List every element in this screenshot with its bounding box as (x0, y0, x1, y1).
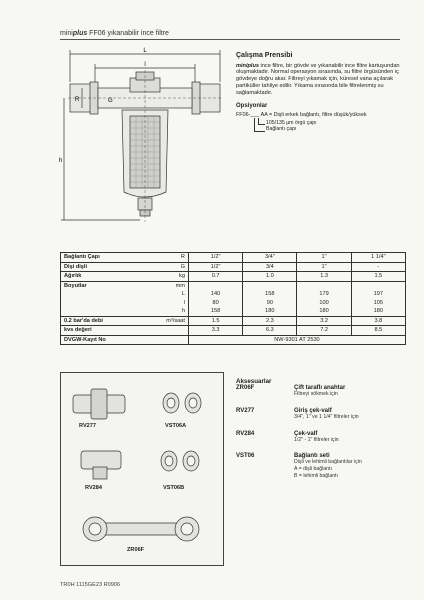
spec-row-label: Dişi dişli (61, 262, 141, 272)
spec-cell: 1.0 (243, 272, 297, 282)
options-code-suffix: AA = Dişli erkek bağlantı, filtre düşük/yüksek (260, 111, 367, 118)
spec-row (61, 299, 406, 308)
spec-cell: 8.5 (351, 326, 405, 336)
accessory-details (294, 385, 408, 398)
accessory-note: Dişli ve lehimli bağlantılar için (294, 459, 362, 466)
accessory-code: RV277 (236, 407, 255, 414)
spec-row-unit: R (141, 253, 189, 263)
accessory-item (236, 408, 408, 421)
rv284-label: RV284 (85, 485, 103, 491)
spec-row-unit: L (141, 290, 189, 299)
accessory-name: Giriş çek-valf (294, 407, 332, 414)
spec-cell: 158 (188, 307, 242, 316)
spec-cell: 1.5 (351, 272, 405, 282)
accessories-title: Aksesuarlar (236, 378, 272, 385)
options-code: FF06- (236, 111, 251, 118)
spec-row (61, 272, 406, 282)
accessory-code: RV284 (236, 430, 255, 437)
accessory-note: B = lehimli bağlantı (294, 472, 338, 479)
accessory-item (236, 431, 408, 444)
spec-cell: 2.3 (243, 316, 297, 326)
rv277-label: RV277 (79, 423, 97, 429)
accessories-items (236, 385, 408, 480)
spec-row-unit: kg (141, 272, 189, 282)
accessory-note: A = dişli bağlantı (294, 466, 332, 472)
description-heading: Çalışma Prensibi (236, 52, 293, 59)
spec-cell: 3.8 (351, 316, 405, 326)
spec-row-label (61, 290, 141, 299)
spec-table (60, 252, 406, 345)
dim-l-label: l (144, 62, 146, 68)
header-prefix: mini (60, 30, 73, 37)
spec-cell: 1/2" (188, 253, 242, 263)
spec-cell (243, 281, 297, 290)
dim-R-label: R (75, 97, 80, 103)
spec-cell: 1.3 (297, 272, 351, 282)
accessories-list (236, 378, 408, 480)
accessory-name: Çift taraflı anahtar (294, 385, 346, 391)
spec-cell: 80 (188, 299, 242, 308)
spec-cell: 7.2 (297, 326, 351, 336)
spec-cell: 197 (373, 291, 384, 297)
accessory-code: VST06 (236, 453, 255, 460)
spec-cell: 179 (297, 290, 351, 299)
vst06a-label: VST06A (165, 423, 187, 429)
spec-cell: 1" (297, 253, 351, 263)
spec-cell: 3.3 (188, 326, 242, 336)
spec-row-unit (141, 326, 189, 336)
description-brand: miniplus (236, 62, 259, 69)
accessory-details (294, 408, 408, 421)
spec-row (61, 335, 406, 345)
spec-row (61, 326, 406, 336)
spec-cell: - (351, 262, 405, 272)
spec-row-unit: l (141, 299, 189, 308)
page-header (60, 30, 400, 40)
dim-L-label: L (143, 48, 147, 54)
accessory-drawings (61, 373, 223, 565)
filter-technical-drawing (60, 42, 230, 242)
header-title: FF06 yıkanabilir ince filtre (87, 30, 169, 37)
spec-row-label: Bağlantı Çapı (64, 254, 100, 260)
spec-row (61, 316, 406, 326)
spec-row-label (61, 307, 141, 316)
rv284-drawing (81, 451, 121, 469)
spec-row (61, 290, 406, 299)
spec-row-label: DVGW-Kayıt No (61, 335, 141, 345)
accessory-note: 3/4", 1" ve 1 1/4" filtreler için (294, 413, 359, 420)
spec-row-unit (141, 335, 189, 345)
spec-cell: 1 1/4" (371, 254, 386, 260)
description-body: ince filtre, bir gövde ve yıkanabilir ince filtre kartuşundan oluşmaktadır. Normal operasyon sırasında, su filtre örgüsünden iç gövdeye doğru akar. Filtreyi yıkamak için, küresel vana açılarak partiküller tahliye edilir. Yıkama sırasında bile filtrelenmiş su sağlamaktadır. (236, 62, 400, 96)
spec-row-label: Boyutlar (61, 281, 141, 290)
spec-row-label: 0.2 bar'da debi (61, 316, 141, 326)
spec-cell: 100 (297, 299, 351, 308)
option-mesh: 105/135 µm örgü çapı (266, 119, 317, 126)
spec-cell: 140 (188, 290, 242, 299)
spec-cell: 180 (297, 307, 351, 316)
spec-cell: 3.2 (297, 316, 351, 326)
dim-G-label: G (108, 98, 113, 104)
accessory-name: Bağlantı seti (294, 453, 330, 460)
spec-row-unit: G (141, 262, 189, 272)
spec-cell: 6.3 (243, 326, 297, 336)
spec-cell: 1" (297, 262, 351, 272)
spec-cell (297, 281, 351, 290)
accessory-note: 1/2" - 1" filtreler için (294, 436, 339, 443)
accessory-details (294, 453, 408, 479)
spec-cell: 1.5 (188, 316, 242, 326)
spec-cell: 0.7 (188, 272, 242, 282)
spec-cell: 90 (243, 299, 297, 308)
accessory-details (294, 431, 408, 444)
options-heading: Opsiyonlar (236, 102, 268, 109)
accessory-note: Filtreyi sökmek için (294, 391, 338, 397)
spec-cell: NW-9301 AT 2530 (188, 335, 405, 345)
spec-row-unit: h (141, 307, 189, 316)
spec-row (61, 307, 406, 316)
spec-cell: 3/4 (243, 262, 297, 272)
spec-cell (351, 281, 405, 290)
zr06f-label: ZR06F (127, 547, 145, 553)
spec-row-unit: mm (141, 281, 189, 290)
spec-cell: 3/4" (243, 253, 297, 263)
spec-row (61, 281, 406, 290)
spec-cell: 105 (373, 299, 384, 306)
spec-row-label: Ağırlık (61, 272, 141, 282)
description-block (236, 52, 406, 133)
dim-h-label: h (59, 158, 63, 164)
spec-cell: 158 (243, 290, 297, 299)
accessory-name: Çek-valf (294, 430, 318, 437)
spec-row-unit: m³/saat (141, 316, 189, 326)
options-tree (258, 120, 406, 134)
spec-cell: 180 (373, 308, 384, 314)
options-code-blank: ___ (250, 111, 260, 118)
spec-row-label: kvs değeri (61, 326, 141, 336)
accessory-item (236, 453, 408, 479)
spec-row (61, 262, 406, 272)
footer-code: TR0H 1115GE23 R0906 (60, 582, 121, 588)
option-connection: Bağlantı çapı (266, 126, 297, 133)
spec-cell: 1/2" (188, 262, 242, 272)
spec-row (61, 253, 406, 263)
description-text (236, 63, 406, 97)
vst06b-label: VST06B (163, 485, 185, 491)
accessory-item (236, 385, 408, 398)
header-brand: plus (72, 30, 88, 37)
spec-cell: 180 (243, 307, 297, 316)
spec-row-label (61, 299, 141, 308)
accessory-images-box (60, 372, 224, 566)
accessory-code: ZR06F (236, 385, 255, 391)
spec-cell (188, 281, 242, 290)
